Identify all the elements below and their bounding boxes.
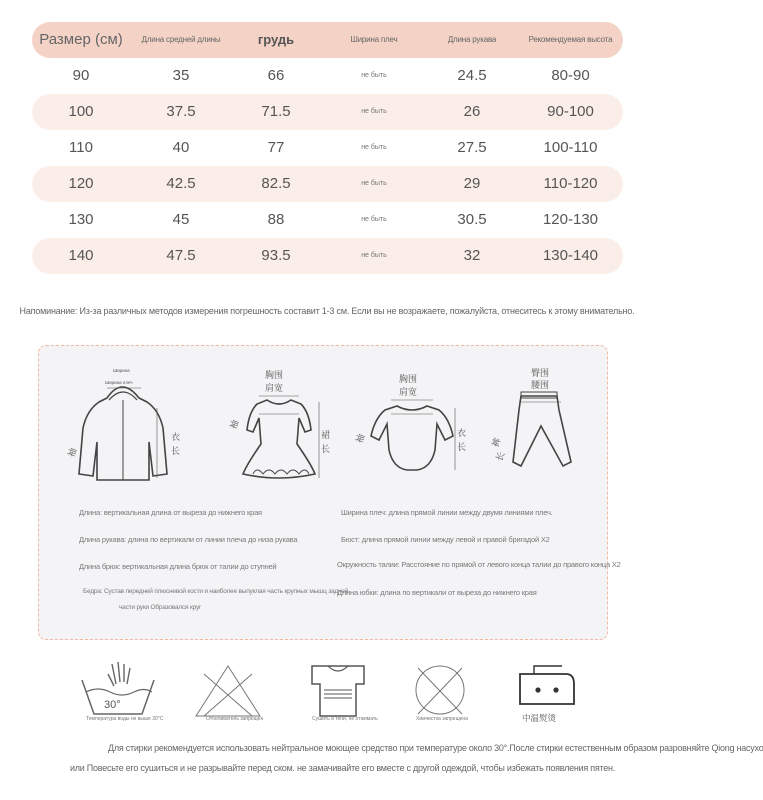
cell-height: 110-120 — [543, 175, 598, 192]
cell-height: 130-140 — [542, 247, 599, 264]
table-row — [32, 130, 623, 166]
cell-length: 47.5 — [166, 247, 196, 264]
desc-pants: Длина брюк: вертикальная длина брюк от талии до ступней — [79, 562, 277, 571]
dry-shade-icon — [298, 660, 378, 720]
jacket-length-label: 长 — [171, 446, 181, 456]
desc-skirt: Длина юбки: длина по вертикали от выреза до нижнего края — [337, 588, 537, 597]
table-row — [32, 202, 623, 238]
dress-skirt-label: 裙 — [321, 430, 331, 440]
cell-chest: 93.5 — [261, 247, 291, 264]
desc-length: Длина: вертикальная длина от выреза до нижнего края — [79, 508, 262, 517]
cell-shoulder: не быть — [361, 252, 387, 259]
measurement-guide-panel — [38, 345, 621, 640]
cell-shoulder: не быть — [361, 108, 387, 115]
cell-length: 35 — [172, 67, 190, 84]
table-row — [32, 94, 623, 130]
cell-shoulder: не быть — [361, 180, 387, 187]
cell-height: 100-110 — [543, 139, 598, 156]
header-shoulder: Ширина плеч — [350, 35, 398, 44]
header-length: Длина средней длины — [141, 35, 221, 44]
pants-waist-label: 腰围 — [531, 380, 550, 390]
cell-size: 90 — [72, 67, 90, 84]
jacket-illustration — [67, 358, 187, 488]
cell-chest: 77 — [267, 139, 285, 156]
iron-caption: 中温熨烫 — [522, 713, 557, 723]
cell-chest: 88 — [267, 211, 285, 228]
no-bleach-caption: Отбеливатель запрещён — [206, 716, 264, 722]
dry-shade-caption: Сушить в тени, не отжимать — [312, 716, 378, 722]
cell-size: 140 — [68, 247, 94, 264]
cell-sleeve: 24.5 — [457, 67, 487, 84]
cell-size: 110 — [69, 139, 93, 156]
cell-length: 37.5 — [166, 103, 196, 120]
desc-bust: Бюст: длина прямой линии между левой и правой бригадой X2 — [341, 535, 550, 544]
care-instructions-line2: или Повесьте его сушиться и не разрывайте перед ском. не замачивайте его вместе с другой одеждой, чтобы избежать появления пятен. — [70, 763, 615, 773]
desc-waist: Окружность талии: Расстояние по прямой от левого конца талии до правого конца X2 — [337, 560, 621, 569]
header-sleeve: Длина рукава — [447, 35, 497, 44]
desc-hips-cont: части руки Образовался круг — [119, 604, 202, 611]
iron-medium-icon — [506, 660, 586, 720]
header-size: Размер (см) — [39, 31, 123, 48]
cell-size: 120 — [68, 175, 94, 192]
cell-sleeve: 26 — [463, 103, 481, 120]
table-row — [32, 166, 623, 202]
dress-shoulder-label: 肩宽 — [265, 383, 284, 393]
dress-illustration — [229, 366, 329, 486]
jacket-shoulder-label: Ширина плеч — [105, 380, 133, 385]
cell-height: 90-100 — [547, 103, 594, 120]
dress-length-label: 长 — [321, 444, 331, 454]
cell-sleeve: 32 — [463, 247, 481, 264]
cell-sleeve: 29 — [463, 175, 481, 192]
no-bleach-icon — [188, 660, 268, 720]
pants-trousers-label: 裤 — [490, 436, 503, 449]
cell-sleeve: 30.5 — [457, 211, 487, 228]
cell-sleeve: 27.5 — [457, 139, 487, 156]
no-dry-clean-icon — [400, 660, 480, 720]
desc-shoulder: Ширина плеч: длина прямой линии между двумя линиями плеч. — [341, 508, 553, 517]
pants-hip-label: 臀围 — [531, 368, 550, 378]
romper-sleeve-label: 袖 — [354, 432, 367, 445]
romper-chest-label: 胸围 — [399, 374, 418, 384]
cell-shoulder: не быть — [361, 216, 387, 223]
wash-temp: 30° — [104, 699, 121, 711]
jacket-top-label: Ширина — [113, 368, 130, 373]
pants-length-label: 长 — [494, 450, 507, 463]
romper-illustration — [354, 368, 467, 478]
cell-shoulder: не быть — [361, 144, 387, 151]
table-row — [32, 238, 623, 274]
measurement-notice: Напоминание: Из-за различных методов измерения погрешность составит 1-3 см. Если вы не возражаете, пожалуйста, отнеситесь к этому внимательно. — [19, 306, 635, 316]
cell-size: 100 — [68, 103, 94, 120]
romper-shoulder-label: 肩宽 — [399, 387, 418, 397]
wash-30-icon — [78, 660, 158, 720]
cell-size: 130 — [68, 211, 94, 228]
cell-length: 42.5 — [166, 175, 196, 192]
header-height: Рекомендуемая высота — [528, 35, 613, 44]
cell-height: 120-130 — [542, 211, 599, 228]
desc-hips: Бедра: Сустав передней плюсневой кости и наиболее выпуклая часть крупных мышц задней — [83, 588, 349, 595]
cell-chest: 82.5 — [261, 175, 291, 192]
dress-sleeve-label: 袖 — [228, 418, 241, 431]
wash-caption: Температура воды не выше 30°С — [86, 716, 164, 722]
cell-length: 45 — [172, 211, 190, 228]
table-header-row — [32, 22, 623, 58]
size-table — [32, 22, 623, 274]
cell-shoulder: не быть — [361, 72, 387, 79]
table-row — [32, 58, 623, 94]
pants-illustration — [491, 366, 581, 476]
cell-length: 40 — [172, 139, 190, 156]
jacket-clothes-label: 衣 — [171, 432, 181, 442]
care-instructions-line1: Для стирки рекомендуется использовать нейтральное моющее средство при температуре около 30°.После стирки естественным образом разровняйте Qiong насухо — [108, 743, 763, 753]
header-chest: грудь — [257, 32, 295, 47]
desc-sleeve: Длина рукава: длина по вертикали от линии плеча до низа рукава — [79, 535, 298, 544]
romper-length-label: 长 — [457, 442, 467, 452]
cell-chest: 66 — [267, 67, 285, 84]
no-dry-clean-caption: Химчистка запрещена — [416, 716, 468, 722]
cell-chest: 71.5 — [261, 103, 291, 120]
romper-clothes-label: 衣 — [457, 428, 467, 438]
jacket-sleeve-label: 袖 — [66, 446, 79, 459]
cell-height: 80-90 — [551, 67, 590, 84]
dress-chest-label: 胸围 — [265, 370, 284, 380]
